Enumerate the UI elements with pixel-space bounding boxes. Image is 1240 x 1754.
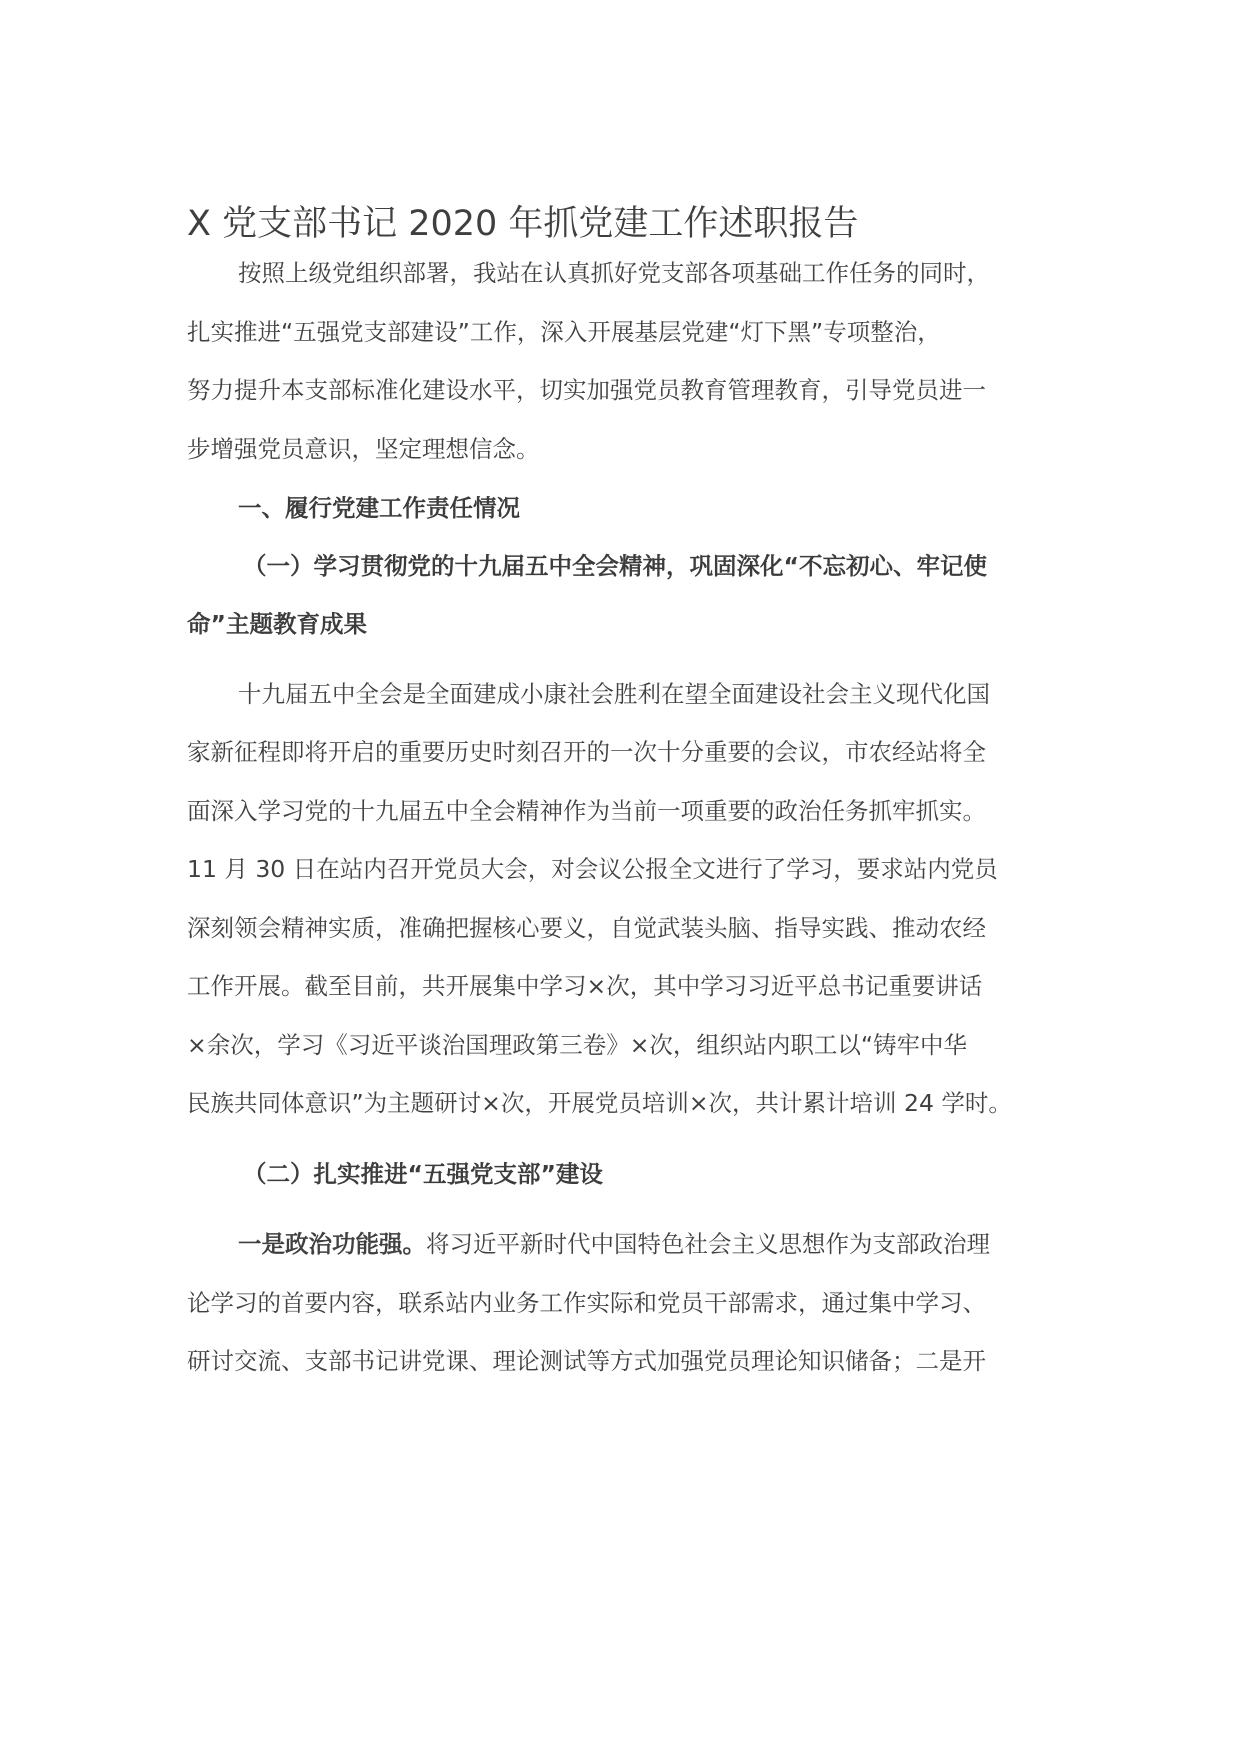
- paragraph-line: ×余次，学习《习近平谈治国理政第三卷》×次，组织站内职工以“铸牢中华: [187, 1031, 968, 1059]
- subsection-heading-line: 命”主题教育成果: [187, 610, 367, 638]
- document-title: X 党支部书记 2020 年抓党建工作述职报告: [187, 204, 859, 244]
- subsection-heading-line: （一）学习贯彻党的十九届五中全会精神，巩固深化“不忘初心、牢记使: [243, 552, 987, 580]
- paragraph-line: 步增强党员意识，坚定理想信念。: [187, 435, 540, 463]
- paragraph-line: 民族共同体意识”为主题研讨×次，开展党员培训×次，共计累计培训 24 学时。: [187, 1089, 1012, 1117]
- paragraph-line: 十九届五中全会是全面建成小康社会胜利在望全面建设社会主义现代化国: [238, 680, 990, 708]
- lead-bold-phrase: 一是政治功能强。: [238, 1230, 426, 1258]
- paragraph-line: 11 月 30 日在站内召开党员大会，对会议公报全文进行了学习，要求站内党员: [187, 855, 998, 883]
- subsection-heading-2: （二）扎实推进“五强党支部”建设: [243, 1160, 603, 1188]
- paragraph-line: 努力提升本支部标准化建设水平，切实加强党员教育管理教育，引导党员进一: [187, 376, 986, 404]
- paragraph-line: 按照上级党组织部署，我站在认真抓好党支部各项基础工作任务的同时，: [238, 259, 990, 287]
- section-heading-1: 一、履行党建工作责任情况: [238, 494, 520, 522]
- paragraph-line: [238, 1227, 990, 1261]
- paragraph-line: 工作开展。截至目前，共开展集中学习×次，其中学习习近平总书记重要讲话: [187, 972, 983, 1000]
- line-text: 将习近平新时代中国特色社会主义思想作为支部政治理: [426, 1230, 990, 1258]
- paragraph-line: 深刻领会精神实质，准确把握核心要义，自觉武装头脑、指导实践、推动农经: [187, 914, 986, 942]
- paragraph-line: 家新征程即将开启的重要历史时刻召开的一次十分重要的会议，市农经站将全: [187, 738, 986, 766]
- paragraph-line: 论学习的首要内容，联系站内业务工作实际和党员干部需求，通过集中学习、: [187, 1289, 986, 1317]
- paragraph-line: 扎实推进“五强党支部建设”工作，深入开展基层党建“灯下黑”专项整治，: [187, 318, 941, 346]
- paragraph-line: 面深入学习党的十九届五中全会精神作为当前一项重要的政治任务抓牢抓实。: [187, 797, 986, 825]
- paragraph-line: 研讨交流、支部书记讲党课、理论测试等方式加强党员理论知识储备；二是开: [187, 1347, 986, 1375]
